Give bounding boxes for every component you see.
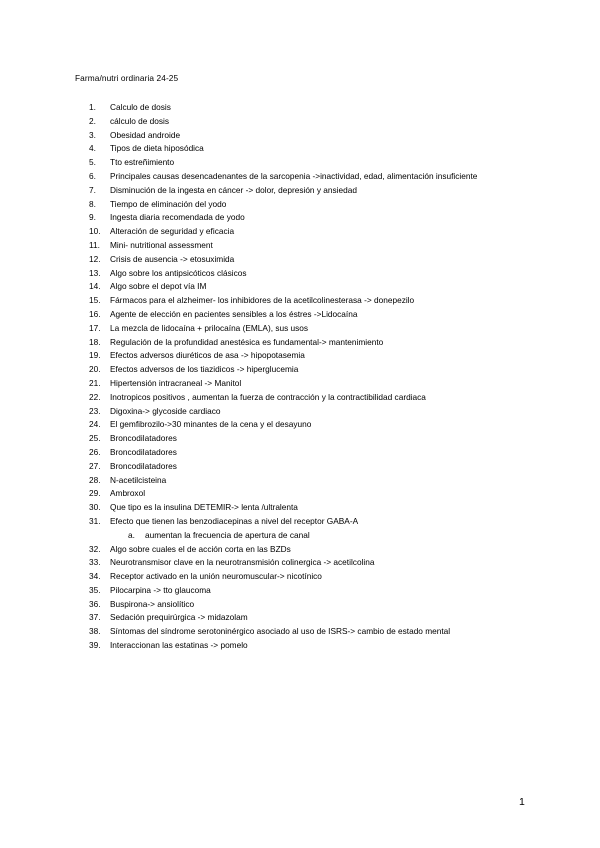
item-text: Ingesta diaria recomendada de yodo: [110, 212, 245, 223]
item-text: Mini- nutritional assessment: [110, 239, 213, 250]
list-item: [0, 625, 600, 639]
page-number: 1: [519, 796, 525, 808]
list-item: [0, 129, 600, 143]
list-item: [0, 170, 600, 184]
sub-item-marker: a.: [128, 529, 135, 540]
item-number: 10.: [89, 226, 101, 237]
list-item: [0, 570, 600, 584]
item-text: Tipos de dieta hiposódica: [110, 143, 204, 154]
item-text: Efectos adversos diuréticos de asa -> hipopotasemia: [110, 350, 305, 361]
list-item: [0, 543, 600, 557]
item-text: Síntomas del síndrome serotoninérgico asociado al uso de ISRS-> cambio de estado mental: [110, 626, 451, 637]
list-item: [0, 322, 600, 336]
list-item: [0, 198, 600, 212]
list-item: [0, 474, 600, 488]
item-number: 39.: [89, 640, 101, 651]
item-text: La mezcla de lidocaína + prilocaína (EMLA), sus usos: [110, 322, 309, 333]
item-number: 12.: [89, 253, 101, 264]
item-text: Ambroxol: [110, 488, 146, 499]
item-text: Disminución de la ingesta en cáncer -> dolor, depresión y ansiedad: [110, 184, 357, 195]
item-text: Digoxina-> glycoside cardiaco: [110, 405, 221, 416]
item-text: Efectos adversos de los tiazidicos -> hiperglucemia: [110, 364, 299, 375]
list-item: [0, 377, 600, 391]
list-item: [0, 598, 600, 612]
item-text: Tto estreñimiento: [110, 157, 175, 168]
list-item: [0, 294, 600, 308]
item-number: 7.: [89, 184, 96, 195]
item-number: 3.: [89, 129, 96, 140]
list-item: [0, 184, 600, 198]
item-number: 36.: [89, 598, 101, 609]
item-text: Obesidad androide: [110, 129, 181, 140]
item-text: Inotropicos positivos , aumentan la fuerza de contracción y la contractibilidad cardiaca: [110, 391, 426, 402]
item-text: Efecto que tienen las benzodiacepinas a nivel del receptor GABA-A: [110, 515, 359, 526]
item-text: Neurotransmisor clave en la neurotransmisión colinergica -> acetilcolina: [110, 557, 375, 568]
item-text: Sedación prequirúrgica -> midazolam: [110, 612, 248, 623]
item-number: 25.: [89, 433, 101, 444]
list-item: [0, 363, 600, 377]
item-number: 26.: [89, 446, 101, 457]
list-item: [0, 336, 600, 350]
item-text: Regulación de la profundidad anestésica es fundamental-> mantenimiento: [110, 336, 384, 347]
item-number: 24.: [89, 419, 101, 430]
item-text: Que tipo es la insulina DETEMIR-> lenta /ultralenta: [110, 502, 298, 513]
item-number: 35.: [89, 584, 101, 595]
list-item: [0, 611, 600, 625]
item-number: 13.: [89, 267, 101, 278]
list-item: [0, 584, 600, 598]
item-number: 31.: [89, 515, 101, 526]
item-number: 11.: [89, 239, 100, 250]
item-number: 14.: [89, 281, 101, 292]
item-number: 21.: [89, 377, 101, 388]
item-text: Broncodilatadores: [110, 433, 177, 444]
item-text: Fármacos para el alzheimer- los inhibidores de la acetilcolinesterasa -> donepezilo: [110, 295, 415, 306]
item-number: 23.: [89, 405, 101, 416]
item-number: 29.: [89, 488, 101, 499]
item-text: Buspirona-> ansiolítico: [110, 598, 195, 609]
list-item: [0, 115, 600, 129]
item-number: 27.: [89, 460, 101, 471]
item-number: 33.: [89, 557, 101, 568]
item-number: 16.: [89, 308, 101, 319]
item-text: Algo sobre los antipsicóticos clásicos: [110, 267, 247, 278]
item-number: 4.: [89, 143, 96, 154]
list-item: [0, 253, 600, 267]
list-item: [0, 639, 600, 653]
item-text: Receptor activado en la unión neuromuscular-> nicotínico: [110, 571, 322, 582]
sub-list-item: [0, 529, 600, 543]
item-text: Agente de elección en pacientes sensibles a los éstres ->Lidocaína: [110, 308, 358, 319]
item-number: 34.: [89, 571, 101, 582]
item-number: 2.: [89, 115, 96, 126]
list-item: [0, 156, 600, 170]
item-number: 38.: [89, 626, 101, 637]
item-number: 22.: [89, 391, 101, 402]
item-text: cálculo de dosis: [110, 115, 170, 126]
item-text: Crisis de ausencia -> etosuximida: [110, 253, 235, 264]
list-item: [0, 280, 600, 294]
list-item: [0, 501, 600, 515]
item-text: Algo sobre el depot vía IM: [110, 281, 207, 292]
item-number: 32.: [89, 543, 101, 554]
list-item: [0, 460, 600, 474]
list-item: [0, 391, 600, 405]
item-text: Hipertensión intracraneal -> Manitol: [110, 377, 242, 388]
list-item: [0, 142, 600, 156]
list-item: [0, 308, 600, 322]
list-item: [0, 267, 600, 281]
list-item: [0, 101, 600, 115]
item-number: 30.: [89, 502, 101, 513]
item-number: 17.: [89, 322, 101, 333]
list-item: [0, 418, 600, 432]
item-number: 37.: [89, 612, 101, 623]
item-number: 19.: [89, 350, 101, 361]
item-number: 5.: [89, 157, 96, 168]
item-number: 18.: [89, 336, 101, 347]
item-text: Tiempo de eliminación del yodo: [110, 198, 227, 209]
sub-item-text: aumentan la frecuencia de apertura de canal: [145, 529, 310, 540]
page-title: Farma/nutri ordinaria 24-25: [75, 73, 179, 83]
list-item: [0, 487, 600, 501]
list-item: [0, 211, 600, 225]
item-text: Broncodilatadores: [110, 446, 177, 457]
list-item: [0, 349, 600, 363]
item-text: Alteración de seguridad y eficacia: [110, 226, 235, 237]
item-text: El gemfibrozilo->30 minantes de la cena y el desayuno: [110, 419, 312, 430]
item-text: Pilocarpina -> tto glaucoma: [110, 584, 211, 595]
list-item: [0, 432, 600, 446]
item-number: 1.: [89, 102, 96, 112]
question-list: [0, 101, 600, 653]
item-text: Principales causas desencadenantes de la sarcopenia ->inactividad, edad, alimentación insuficiente: [110, 170, 478, 181]
item-number: 6.: [89, 170, 96, 181]
item-number: 8.: [89, 198, 96, 209]
list-item: [0, 405, 600, 419]
item-number: 28.: [89, 474, 101, 485]
item-text: N-acetilcisteina: [110, 474, 167, 485]
item-text: Calculo de dosis: [110, 102, 171, 112]
list-item: [0, 515, 600, 529]
list-item: [0, 446, 600, 460]
item-number: 15.: [89, 295, 101, 306]
item-number: 20.: [89, 364, 101, 375]
list-item: [0, 225, 600, 239]
item-number: 9.: [89, 212, 96, 223]
list-item: [0, 239, 600, 253]
item-text: Broncodilatadores: [110, 460, 177, 471]
item-text: Interaccionan las estatinas -> pomelo: [110, 640, 248, 651]
list-item: [0, 556, 600, 570]
item-text: Algo sobre cuales el de acción corta en las BZDs: [110, 543, 291, 554]
